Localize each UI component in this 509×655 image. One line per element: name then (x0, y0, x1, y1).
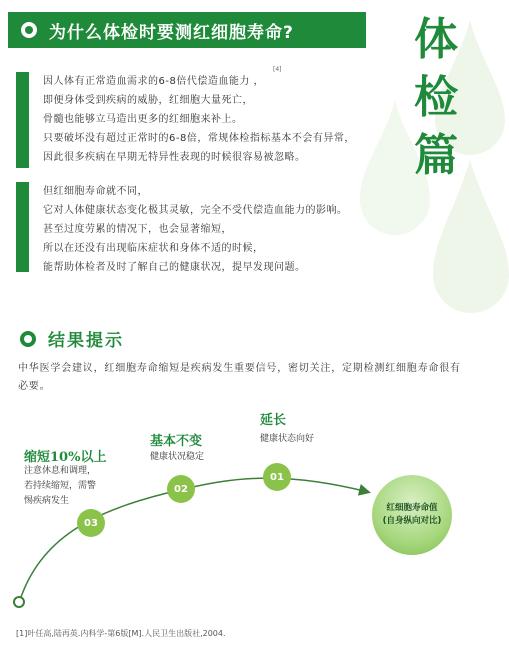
footnote: [1]叶任高,陆再英.内科学-第6版[M].人民卫生出版社,2004. (16, 629, 226, 638)
node-01[interactable]: 01 (263, 463, 291, 491)
node-02-title: 基本不变 (150, 434, 203, 449)
text-line: 甚至过度劳累的情况下，也会显著缩短， (43, 224, 232, 235)
text-line: 所以在还没有出现临床症状和身体不适的时候， (43, 243, 264, 254)
text-line: 能帮助体检者及时了解自己的健康状况，提早发现问题。 (43, 262, 306, 273)
side-title-char: 体 (414, 14, 458, 65)
result-subtitle: (自身纵向对比) (382, 516, 442, 526)
side-title-char: 篇 (414, 130, 458, 181)
result-circle[interactable] (372, 475, 452, 555)
section-title: 结果提示 (48, 331, 124, 351)
node-03-desc-line: 惕疾病发生 (24, 496, 70, 506)
curve-start-marker (14, 597, 24, 607)
node-01-title: 延长 (260, 413, 287, 428)
node-03[interactable]: 03 (77, 509, 105, 537)
result-title: 红细胞寿命值 (386, 503, 438, 513)
node-02[interactable]: 02 (167, 475, 195, 503)
side-title-char: 检 (414, 72, 458, 123)
node-03-title: 缩短10%以上 (24, 450, 107, 465)
node-03-desc-line: 注意休息和调理， (24, 466, 97, 476)
text-line: 即便身体受到疾病的威胁，红细胞大量死亡， (43, 95, 253, 106)
section-paragraph: 中华医学会建议，红细胞寿命缩短是疾病发生重要信号，密切关注，定期检测红细胞寿命很有必要。 (18, 363, 461, 392)
reference-mark[interactable]: [4] (273, 66, 282, 73)
node-03-desc (24, 464, 96, 509)
text-line: 因人体有正常造血需求的6-8倍代偿造血能力 ， (43, 76, 265, 87)
text-line: 但红细胞寿命就不同， (43, 186, 148, 197)
node-01-desc: 健康状态向好 (260, 434, 315, 444)
header-title: 为什么体检时要测红细胞寿命? (49, 22, 294, 43)
text-line: 只要破坏没有超过正常时的6-8倍，常规体检指标基本不会有异常， (43, 133, 355, 144)
node-03-desc-line: 若持续缩短，需警 (24, 481, 97, 491)
text-line: 它对人体健康状态变化极其灵敏，完全不受代偿造血能力的影响。 (43, 205, 348, 216)
text-line: 骨髓也能够立马造出更多的红细胞来补上。 (43, 114, 243, 125)
text-line: 因此很多疾病在早期无特异性表现的时候很容易被忽略。 (43, 152, 306, 163)
node-02-desc: 健康状况稳定 (150, 452, 205, 462)
